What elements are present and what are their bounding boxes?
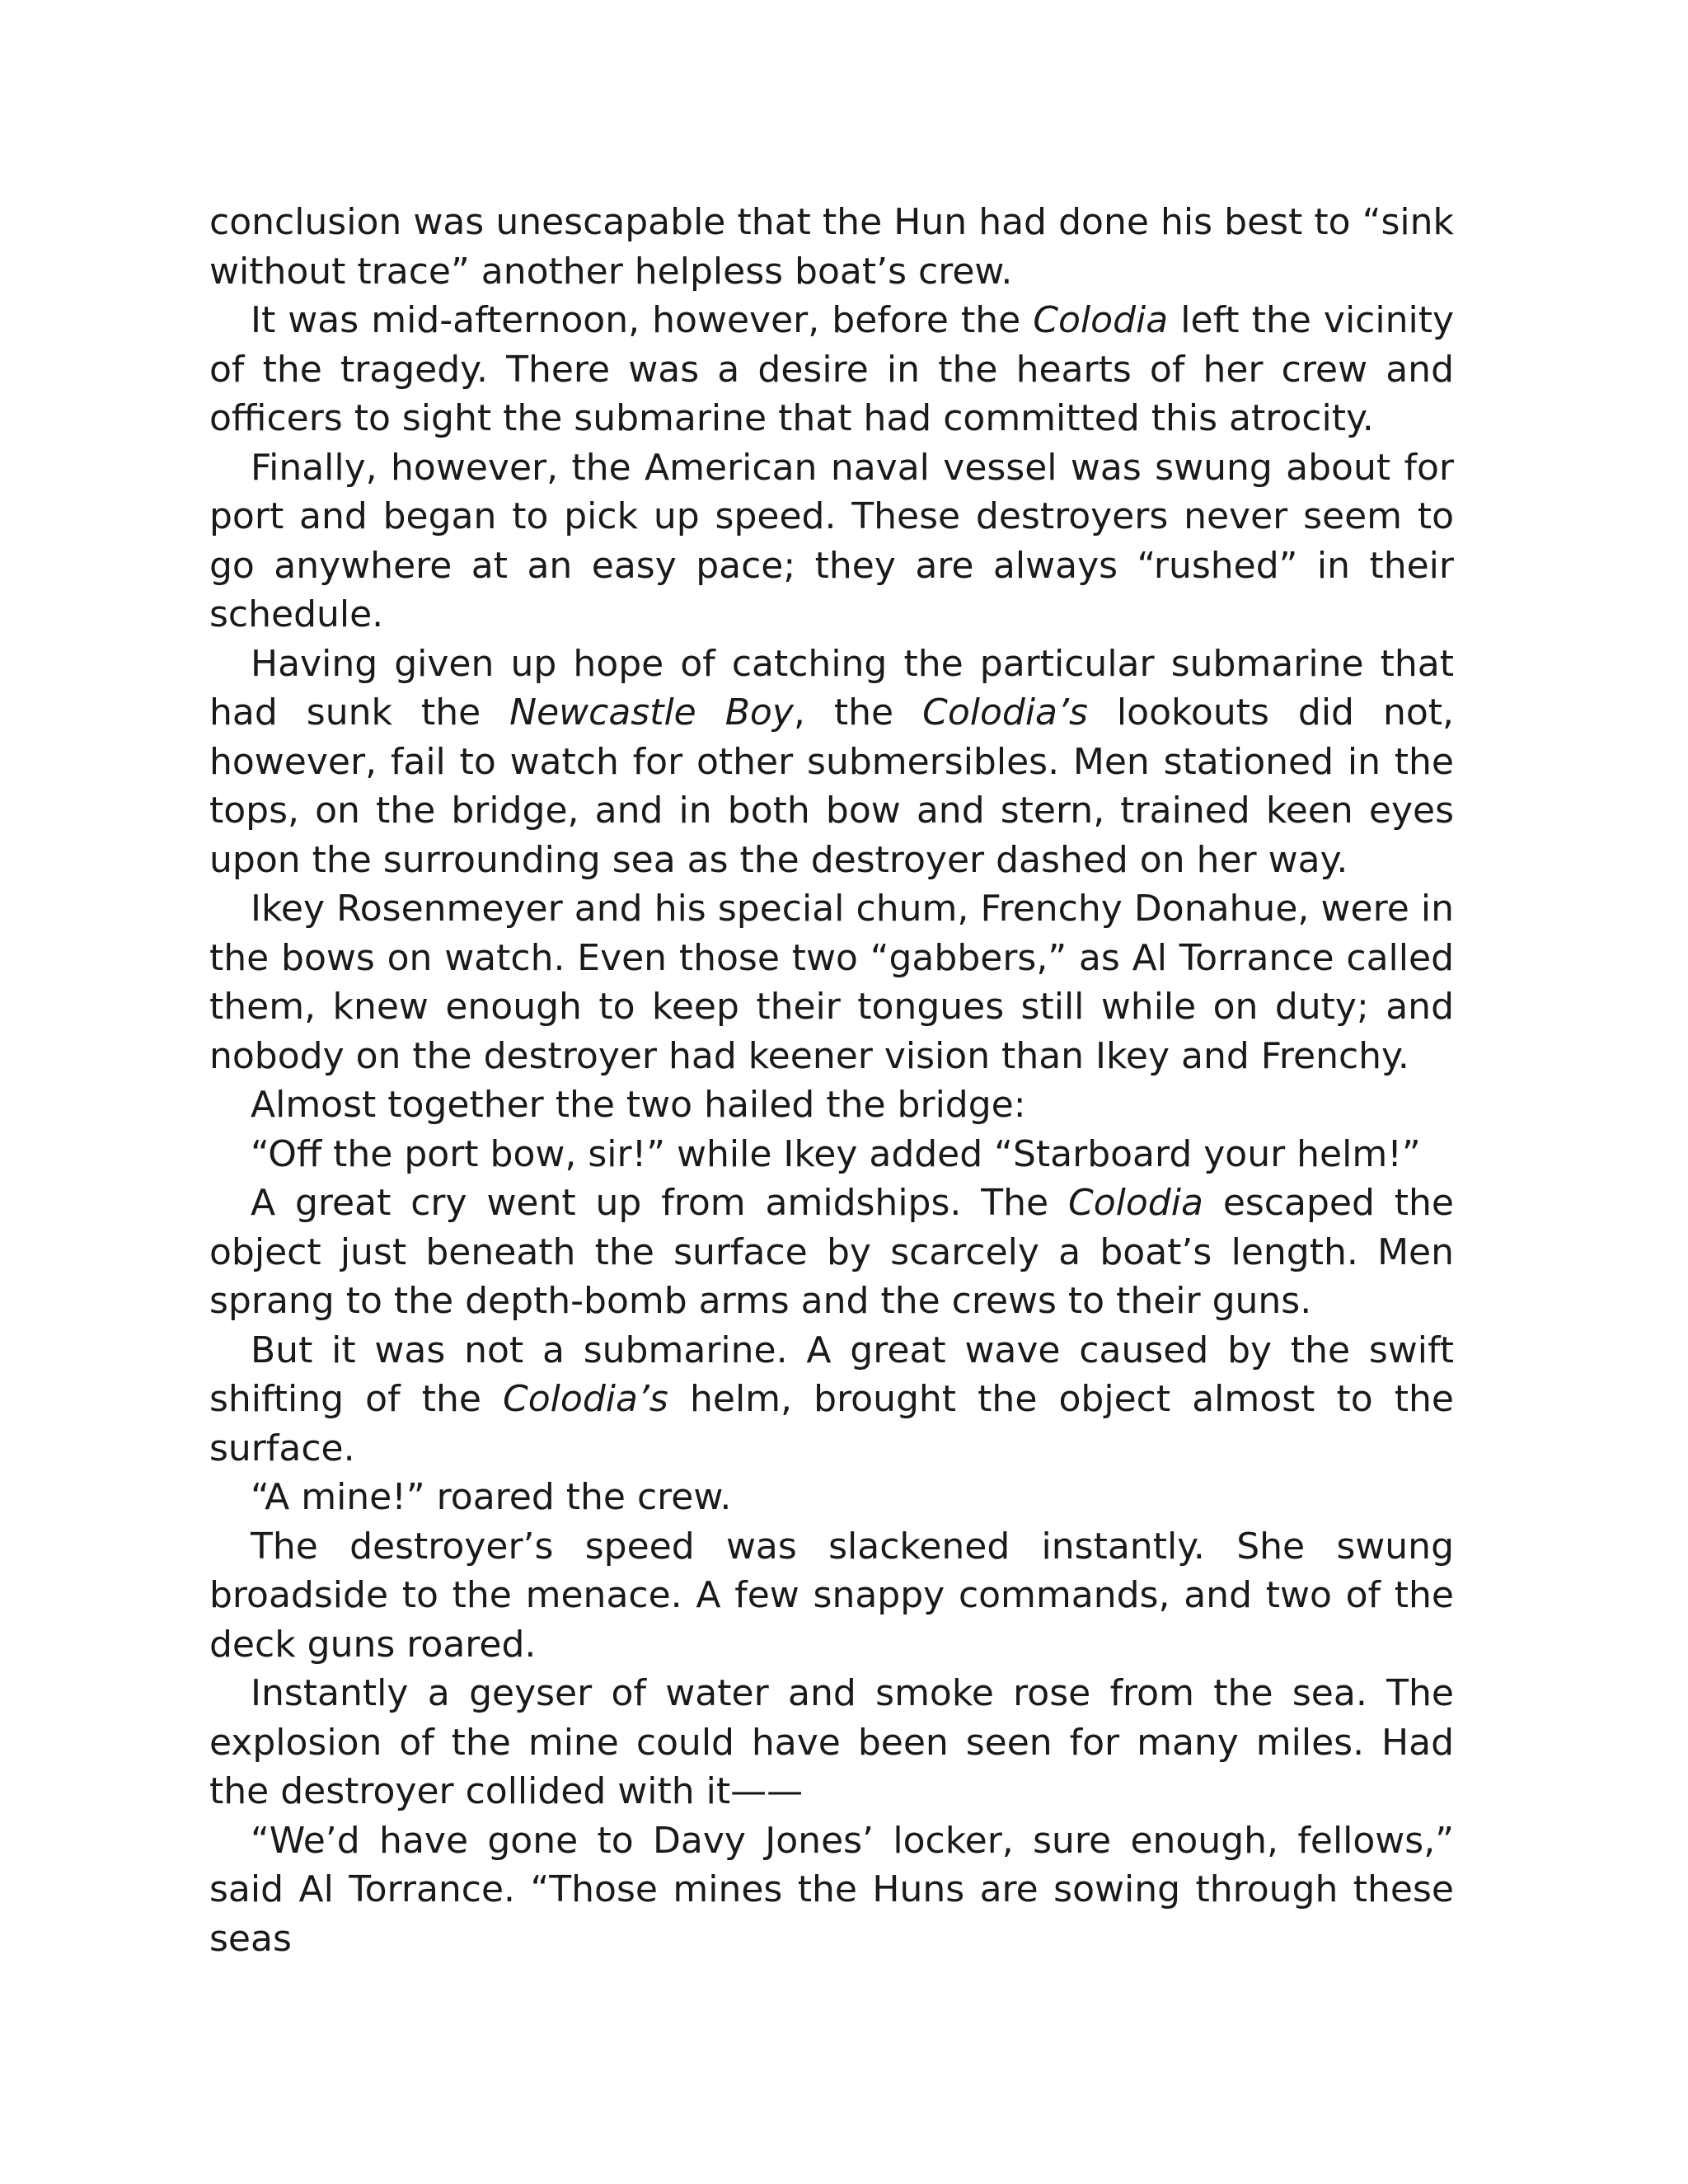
text-segment: conclusion was unescapable that the Hun had done his best to “sink without trace” another helpless boat’s crew. — [209, 201, 1454, 293]
paragraph — [209, 1179, 1454, 1326]
text-segment: , the — [793, 691, 923, 733]
text-segment: Having given up hope of catching the particular submarine that had sunk the — [209, 642, 1454, 733]
text-segment: helm, brought the object almost to the surface. — [209, 1378, 1454, 1469]
paragraph — [209, 1816, 1454, 1964]
text-segment: Almost together the two hailed the bridge: — [251, 1084, 1026, 1126]
book-page — [209, 198, 1454, 1963]
italic-text-segment: Colodia’s — [503, 1378, 668, 1420]
text-segment: A great cry went up from amidships. The — [251, 1182, 1069, 1224]
text-segment: escaped the object just beneath the surface by scarcely a boat’s length. Men sprang to the depth-bomb arms and the crews to their guns. — [209, 1182, 1454, 1322]
paragraph — [209, 198, 1454, 296]
text-segment: lookouts did not, however, fail to watch for other submersibles. Men stationed in the tops, on the bridge, and in both bow and stern, trained keen eyes upon the surrounding sea as the destroyer dashed on her way. — [209, 691, 1455, 881]
text-segment: Finally, however, the American naval vessel was swung about for port and began to pick up speed. These destroyers never seem to go anywhere at an easy pace; they are always “rushed” in their schedule. — [209, 446, 1454, 635]
paragraph — [209, 1130, 1454, 1179]
italic-text-segment: Colodia — [1033, 299, 1169, 341]
text-segment: Ikey Rosenmeyer and his special chum, Frenchy Donahue, were in the bows on watch. Even those two “gabbers,” as Al Torrance called them, knew enough to keep their tongues still while on duty; and nobody on the destroyer had keener vision than Ikey and Frenchy. — [209, 888, 1454, 1077]
text-body — [209, 198, 1454, 1963]
paragraph — [209, 1522, 1454, 1670]
text-segment: Instantly a geyser of water and smoke rose from the sea. The explosion of the mine could have been seen for many miles. Had the destroyer collided with it—— — [209, 1672, 1454, 1812]
text-segment: left the vicinity of the tragedy. There was a desire in the hearts of her crew and officers to sight the submarine that had committed this atrocity. — [209, 299, 1454, 439]
italic-text-segment: Newcastle Boy — [509, 691, 794, 733]
text-segment: The destroyer’s speed was slackened instantly. She swung broadside to the menace. A few snappy commands, and two of the deck guns roared. — [209, 1525, 1454, 1666]
paragraph — [209, 1080, 1454, 1130]
paragraph — [209, 884, 1454, 1080]
text-segment: “We’d have gone to Davy Jones’ locker, sure enough, fellows,” said Al Torrance. “Those mines the Huns are sowing through these seas — [209, 1819, 1454, 1960]
paragraph — [209, 640, 1454, 885]
italic-text-segment: Colodia’s — [922, 691, 1088, 733]
italic-text-segment: Colodia — [1068, 1182, 1203, 1224]
paragraph — [209, 443, 1454, 640]
text-segment: “Off the port bow, sir!” while Ikey added “Starboard your helm!” — [251, 1132, 1421, 1175]
paragraph — [209, 1669, 1454, 1816]
text-segment: But it was not a submarine. A great wave caused by the swift shifting of the — [209, 1329, 1454, 1420]
paragraph — [209, 1473, 1454, 1522]
text-segment: It was mid-afternoon, however, before the — [251, 299, 1034, 341]
paragraph — [209, 1326, 1454, 1474]
text-segment: “A mine!” roared the crew. — [251, 1476, 732, 1518]
paragraph — [209, 296, 1454, 443]
